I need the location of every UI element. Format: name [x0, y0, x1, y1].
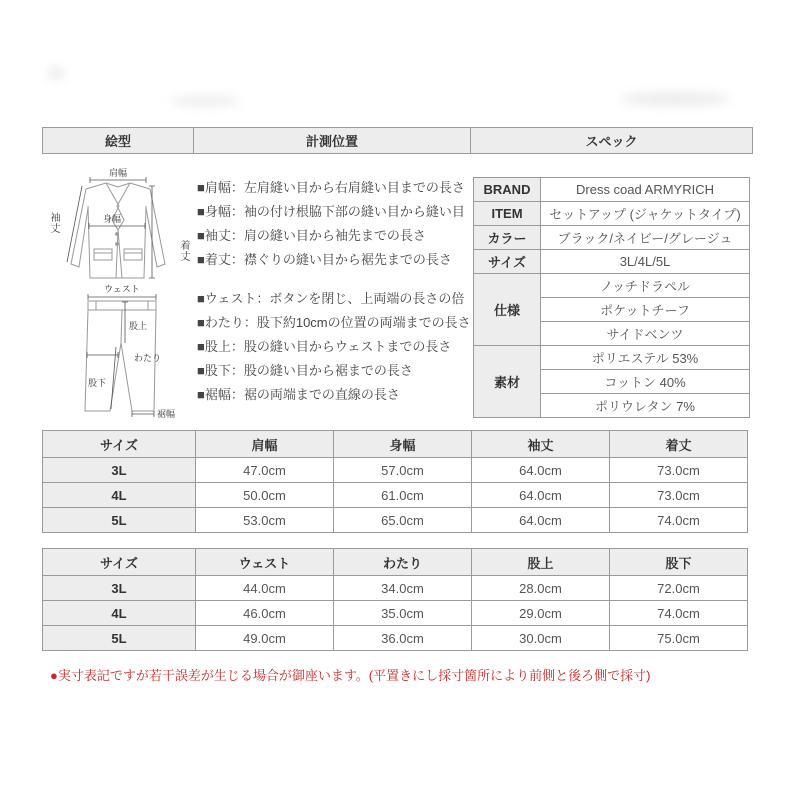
- size-cell: 3L: [43, 458, 196, 483]
- table-row: [474, 178, 750, 202]
- column-header-bar: [42, 127, 753, 154]
- jacket-measure-definitions: [197, 176, 469, 272]
- value-cell: 46.0cm: [196, 601, 334, 626]
- spec-label-features: 仕様: [474, 274, 541, 346]
- measure-line: ■肩幅：左肩縫い目から右肩縫い目までの長さ: [197, 180, 465, 195]
- value-cell: 57.0cm: [334, 458, 472, 483]
- col-header-sleeve: 袖丈: [472, 431, 610, 458]
- table-row: [43, 576, 748, 601]
- watermark-smudge: [620, 92, 730, 106]
- table-row: [43, 508, 748, 533]
- jacket-size-table: [42, 430, 748, 533]
- spec-value-color: ブラック/ネイビー/グレージュ: [541, 226, 750, 250]
- spec-value-feature: ノッチドラペル: [541, 274, 750, 298]
- watermark-smudge: [170, 96, 240, 106]
- spec-value-material: ポリエステル 53%: [541, 346, 750, 370]
- table-row: [474, 274, 750, 298]
- pants-diagram: [50, 283, 190, 419]
- value-cell: 73.0cm: [610, 483, 748, 508]
- pants-label-thigh: わたり: [134, 353, 162, 363]
- value-cell: 61.0cm: [334, 483, 472, 508]
- col-header-size: サイズ: [43, 549, 196, 576]
- table-row: [474, 226, 750, 250]
- pants-label-waist: ウェスト: [104, 284, 140, 294]
- col-header-thigh: わたり: [334, 549, 472, 576]
- table-header-row: [43, 549, 748, 576]
- col-header-length: 着丈: [610, 431, 748, 458]
- col-header-rise: 股上: [472, 549, 610, 576]
- value-cell: 75.0cm: [610, 626, 748, 651]
- value-cell: 74.0cm: [610, 508, 748, 533]
- header-measure-position: 計測位置: [193, 128, 470, 153]
- value-cell: 47.0cm: [196, 458, 334, 483]
- value-cell: 28.0cm: [472, 576, 610, 601]
- value-cell: 53.0cm: [196, 508, 334, 533]
- table-row: [43, 483, 748, 508]
- col-header-waist: ウェスト: [196, 549, 334, 576]
- spec-value-feature: サイドベンツ: [541, 322, 750, 346]
- value-cell: 50.0cm: [196, 483, 334, 508]
- value-cell: 34.0cm: [334, 576, 472, 601]
- jacket-label-sleeve: 袖丈: [48, 212, 59, 234]
- jacket-label-shoulder: 肩幅: [108, 168, 128, 178]
- value-cell: 64.0cm: [472, 458, 610, 483]
- spec-label-brand: BRAND: [474, 178, 541, 202]
- spec-table: [473, 177, 750, 418]
- pants-label-inseam: 股下: [88, 378, 107, 388]
- header-illustration: 絵型: [104, 134, 131, 149]
- pants-label-rise: 股上: [129, 321, 148, 331]
- jacket-label-length: 着丈: [178, 240, 189, 262]
- watermark-smudge: [48, 66, 64, 80]
- header-spec: スペック: [470, 128, 752, 153]
- col-header-shoulder: 肩幅: [196, 431, 334, 458]
- pants-size-table: [42, 548, 748, 651]
- spec-value-material: ポリウレタン 7%: [541, 394, 750, 418]
- value-cell: 64.0cm: [472, 483, 610, 508]
- measure-line: ■ウェスト：ボタンを閉じ、上両端の長さの倍: [197, 291, 465, 306]
- value-cell: 49.0cm: [196, 626, 334, 651]
- measure-line: ■袖丈：肩の縫い目から袖先までの長さ: [197, 228, 426, 243]
- value-cell: 64.0cm: [472, 508, 610, 533]
- spec-label-size: サイズ: [474, 250, 541, 274]
- value-cell: 74.0cm: [610, 601, 748, 626]
- size-cell: 5L: [43, 626, 196, 651]
- pants-label-hem: 裾幅: [157, 409, 176, 419]
- spec-value-material: コットン 40%: [541, 370, 750, 394]
- spec-value-brand: Dress coad ARMYRICH: [541, 178, 750, 202]
- measure-line: ■股上：股の縫い目からウェストまでの長さ: [197, 339, 452, 354]
- col-header-size: サイズ: [43, 431, 196, 458]
- spec-label-material: 素材: [474, 346, 541, 418]
- size-cell: 3L: [43, 576, 196, 601]
- spec-value-feature: ポケットチーフ: [541, 298, 750, 322]
- value-cell: 44.0cm: [196, 576, 334, 601]
- disclaimer-note: ●実寸表記ですが若干誤差が生じる場合が御座います。(平置きにし採寸箇所により前側と後ろ側で採寸): [50, 668, 651, 683]
- measure-line: ■股下：股の縫い目から裾までの長さ: [197, 363, 413, 378]
- size-cell: 4L: [43, 601, 196, 626]
- table-row: [474, 250, 750, 274]
- value-cell: 30.0cm: [472, 626, 610, 651]
- spec-value-item: セットアップ (ジャケットタイプ): [541, 202, 750, 226]
- size-cell: 5L: [43, 508, 196, 533]
- table-header-row: [43, 431, 748, 458]
- value-cell: 72.0cm: [610, 576, 748, 601]
- col-header-inseam: 股下: [610, 549, 748, 576]
- jacket-label-chest: 身幅: [102, 214, 122, 224]
- size-cell: 4L: [43, 483, 196, 508]
- value-cell: 73.0cm: [610, 458, 748, 483]
- spec-value-size: 3L/4L/5L: [541, 250, 750, 274]
- value-cell: 65.0cm: [334, 508, 472, 533]
- jacket-diagram: [46, 166, 191, 288]
- table-row: [43, 601, 748, 626]
- measure-line: ■裾幅：裾の両端までの直線の長さ: [197, 387, 400, 402]
- spec-label-item: ITEM: [474, 202, 541, 226]
- spec-label-color: カラー: [474, 226, 541, 250]
- value-cell: 29.0cm: [472, 601, 610, 626]
- table-row: [474, 202, 750, 226]
- col-header-chest: 身幅: [334, 431, 472, 458]
- value-cell: 36.0cm: [334, 626, 472, 651]
- table-row: [474, 346, 750, 370]
- measure-line: ■身幅：袖の付け根脇下部の縫い目から縫い目: [197, 204, 465, 219]
- value-cell: 35.0cm: [334, 601, 472, 626]
- pants-measure-definitions: [197, 287, 469, 407]
- measure-line: ■わたり：股下約10cmの位置の両端までの長さ: [197, 315, 471, 330]
- measure-line: ■着丈：襟ぐりの縫い目から裾先までの長さ: [197, 252, 452, 267]
- table-row: [43, 458, 748, 483]
- table-row: [43, 626, 748, 651]
